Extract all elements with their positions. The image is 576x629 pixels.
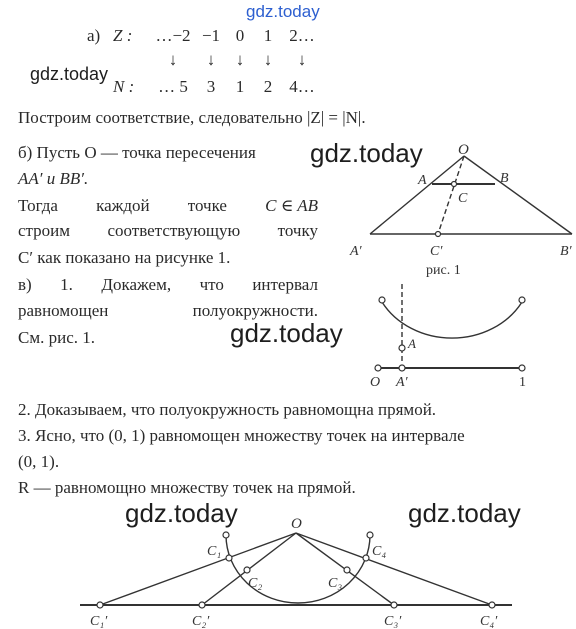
fig2-label-o: O	[370, 375, 381, 390]
fig3-label-c4: C₄	[372, 544, 387, 559]
watermark-center: gdz.today	[230, 318, 343, 348]
part-a-label: а)	[87, 26, 101, 45]
arrows-row	[150, 50, 322, 70]
statement-2: 2. Доказываем, что полуокружность равномощна прямой.	[18, 400, 437, 419]
watermark-left: gdz.today	[30, 64, 109, 84]
part-v-line-1	[18, 275, 318, 295]
word: интервал	[252, 275, 318, 294]
z-value: 1	[263, 26, 273, 45]
z-value: 0	[235, 26, 245, 45]
z-values-row	[150, 26, 322, 46]
word: 1.	[60, 275, 73, 294]
fig1-label-a-prime: A′	[350, 244, 362, 259]
part-v-line-3: См. рис. 1.	[18, 328, 95, 347]
fig1-caption: рис. 1	[426, 263, 461, 278]
fig3-label-c1: C₁	[207, 544, 222, 559]
fig1-label-c-prime: C′	[430, 244, 443, 259]
statement-3-continued: (0, 1).	[18, 452, 60, 471]
down-arrow-icon: ↓	[206, 50, 216, 69]
fig1-label-a: A	[418, 173, 427, 188]
figure-1	[330, 138, 576, 280]
part-b-line-4	[18, 221, 318, 241]
fig1-label-b: B	[500, 171, 509, 186]
fig2-label-a-prime: A′	[396, 375, 408, 390]
word: полуокружности.	[192, 301, 318, 320]
fig3-label-c4-prime: C₄′	[480, 614, 498, 629]
n-values-row	[150, 77, 322, 97]
fig3-label-c3: C₃	[328, 576, 343, 591]
z-set-label: Z :	[113, 26, 133, 45]
figure-2	[362, 282, 562, 390]
watermark-bottom-right: gdz.today	[408, 498, 521, 528]
fig2-label-a: A	[408, 336, 416, 351]
fig2-label-one: 1	[519, 375, 526, 390]
word: Тогда	[18, 196, 58, 215]
fig3-label-c2-prime: C₂′	[192, 614, 210, 629]
down-arrow-icon: ↓	[168, 50, 178, 69]
word: точке	[187, 196, 227, 215]
part-a-conclusion: Построим соответствие, следовательно |Z| = |N|.	[18, 108, 366, 127]
fig1-label-c: C	[458, 191, 468, 206]
fig3-label-c3-prime: C₃′	[384, 614, 402, 629]
down-arrow-icon: ↓	[297, 50, 307, 69]
n-value: 1	[235, 77, 245, 96]
word: точку	[277, 221, 318, 240]
down-arrow-icon: ↓	[263, 50, 273, 69]
word: соответствующую	[107, 221, 241, 240]
n-value: 3	[206, 77, 216, 96]
word: C ∈ AB	[265, 196, 318, 215]
word: равномощен	[18, 301, 109, 320]
part-b-line-5: C′ как показано на рисунке 1.	[18, 248, 231, 267]
z-value: −1	[201, 26, 221, 45]
fig1-label-b-prime: B′	[560, 244, 572, 259]
fig3-label-o: O	[291, 516, 302, 532]
watermark-bottom-left: gdz.today	[125, 498, 238, 528]
z-value: 2…	[289, 26, 315, 45]
word: что	[199, 275, 224, 294]
n-value: … 5	[158, 77, 188, 96]
n-value: 4…	[289, 77, 315, 96]
word: строим	[18, 221, 71, 240]
statement-3: 3. Ясно, что (0, 1) равномощен множеству точек на интервале	[18, 426, 465, 445]
statement-r: R — равномощно множеству точек на прямой.	[18, 478, 356, 497]
part-b-line-3	[18, 196, 318, 216]
fig3-label-c1-prime: C₁′	[90, 614, 108, 629]
n-value: 2	[263, 77, 273, 96]
word: Докажем,	[101, 275, 172, 294]
part-b-line-1: б) Пусть O — точка пересечения	[18, 143, 256, 162]
word: каждой	[96, 196, 150, 215]
watermark-top: gdz.today	[246, 2, 320, 21]
part-b-line-2: AA′ и BB′.	[18, 169, 89, 188]
fig1-label-o: O	[458, 142, 469, 158]
fig3-label-c2: C₂	[248, 576, 263, 591]
z-value: …−2	[155, 26, 191, 45]
watermark-mid-right: gdz.today	[310, 138, 423, 168]
word: в)	[18, 275, 32, 294]
n-set-label: N :	[113, 77, 135, 96]
down-arrow-icon: ↓	[235, 50, 245, 69]
figure-3	[60, 515, 530, 629]
